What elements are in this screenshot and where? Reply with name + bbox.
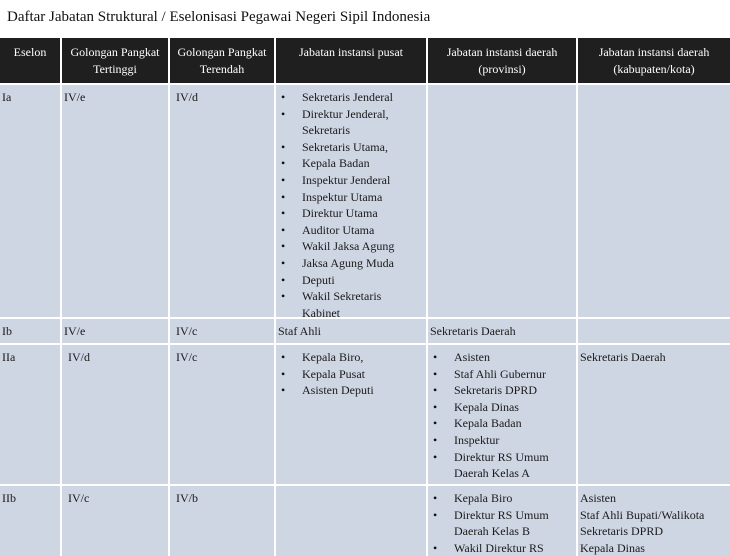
jabatan-item: Kepala Dinas (580, 540, 645, 555)
cell-eselon: IIb (0, 486, 60, 556)
cell-jabatan-pusat (276, 486, 426, 556)
cell-golongan-tertinggi: IV/e (62, 319, 168, 343)
cell-jabatan-kabupaten (578, 85, 730, 317)
jabatan-item: • Direktur Jenderal, Sekretaris (278, 106, 422, 139)
jabatan-item: Sekretaris DPRD (580, 524, 663, 539)
cell-jabatan-provinsi (428, 85, 576, 317)
cell-jabatan-pusat (276, 345, 426, 484)
cell-jabatan-pusat: Staf Ahli (276, 319, 426, 343)
cell-eselon: Ia (0, 85, 60, 317)
jabatan-item: • Wakil Direktur RS (430, 540, 572, 556)
jabatan-item: • Inspektur Utama (278, 189, 422, 206)
jabatan-item: • Kepala Biro (430, 490, 572, 507)
header-golongan-tertinggi: Golongan Pangkat Tertinggi (62, 38, 168, 83)
cell-jabatan-kabupaten: Sekretaris Daerah (578, 345, 730, 484)
eselon-table (0, 38, 720, 555)
jabatan-item: • Asisten Deputi (278, 382, 422, 399)
jabatan-item: • Kepala Dinas (430, 399, 572, 416)
jabatan-item: • Sekretaris Utama, (278, 139, 422, 156)
jabatan-list (430, 349, 572, 482)
jabatan-list (278, 349, 422, 399)
cell-golongan-terendah: IV/d (170, 85, 274, 317)
jabatan-item: • Auditor Utama (278, 222, 422, 239)
cell-golongan-tertinggi: IV/d (62, 345, 168, 484)
jabatan-item: • Direktur Utama (278, 205, 422, 222)
cell-golongan-terendah: IV/c (170, 319, 274, 343)
jabatan-item: • Asisten (430, 349, 572, 366)
jabatan-item: • Wakil Jaksa Agung (278, 238, 422, 255)
header-golongan-terendah: Golongan Pangkat Terendah (170, 38, 274, 83)
jabatan-item: • Kepala Badan (278, 155, 422, 172)
jabatan-item: • Jaksa Agung Muda (278, 255, 422, 272)
jabatan-item: • Direktur RS Umum Daerah Kelas A (430, 449, 572, 482)
jabatan-item: • Staf Ahli Gubernur (430, 366, 572, 383)
jabatan-item: • Kepala Biro, (278, 349, 422, 366)
jabatan-item: • Sekretaris DPRD (430, 382, 572, 399)
jabatan-item: • Inspektur (430, 432, 572, 449)
cell-jabatan-provinsi (428, 486, 576, 556)
cell-golongan-terendah: IV/c (170, 345, 274, 484)
jabatan-item: • Direktur RS Umum Daerah Kelas B (430, 507, 572, 540)
jabatan-item: Asisten (580, 491, 616, 505)
cell-jabatan-kabupaten (578, 486, 730, 556)
page-title: Daftar Jabatan Struktural / Eselonisasi Pegawai Negeri Sipil Indonesia (7, 9, 431, 25)
jabatan-list (430, 490, 572, 556)
cell-golongan-tertinggi: IV/c (62, 486, 168, 556)
jabatan-list (278, 89, 422, 321)
jabatan-item: • Deputi (278, 272, 422, 289)
header-eselon: Eselon (0, 38, 60, 83)
jabatan-item: Staf Ahli Bupati/Walikota (580, 507, 705, 522)
plain-list (580, 490, 726, 556)
cell-eselon: Ib (0, 319, 60, 343)
jabatan-item: • Wakil Sekretaris Kabinet (278, 288, 422, 321)
jabatan-item: • Kepala Badan (430, 415, 572, 432)
jabatan-item: • Inspektur Jenderal (278, 172, 422, 189)
cell-jabatan-provinsi (428, 345, 576, 484)
cell-golongan-terendah: IV/b (170, 486, 274, 556)
header-jabatan-kabupaten: Jabatan instansi daerah (kabupaten/kota) (578, 38, 730, 83)
cell-jabatan-pusat (276, 85, 426, 320)
cell-jabatan-provinsi: Sekretaris Daerah (428, 319, 576, 343)
header-jabatan-provinsi: Jabatan instansi daerah (provinsi) (428, 38, 576, 83)
jabatan-item: • Sekretaris Jenderal (278, 89, 422, 106)
cell-eselon: IIa (0, 345, 60, 484)
header-jabatan-pusat: Jabatan instansi pusat (276, 38, 426, 83)
cell-golongan-tertinggi: IV/e (62, 85, 168, 317)
jabatan-item: • Kepala Pusat (278, 366, 422, 383)
cell-jabatan-kabupaten (578, 319, 730, 343)
